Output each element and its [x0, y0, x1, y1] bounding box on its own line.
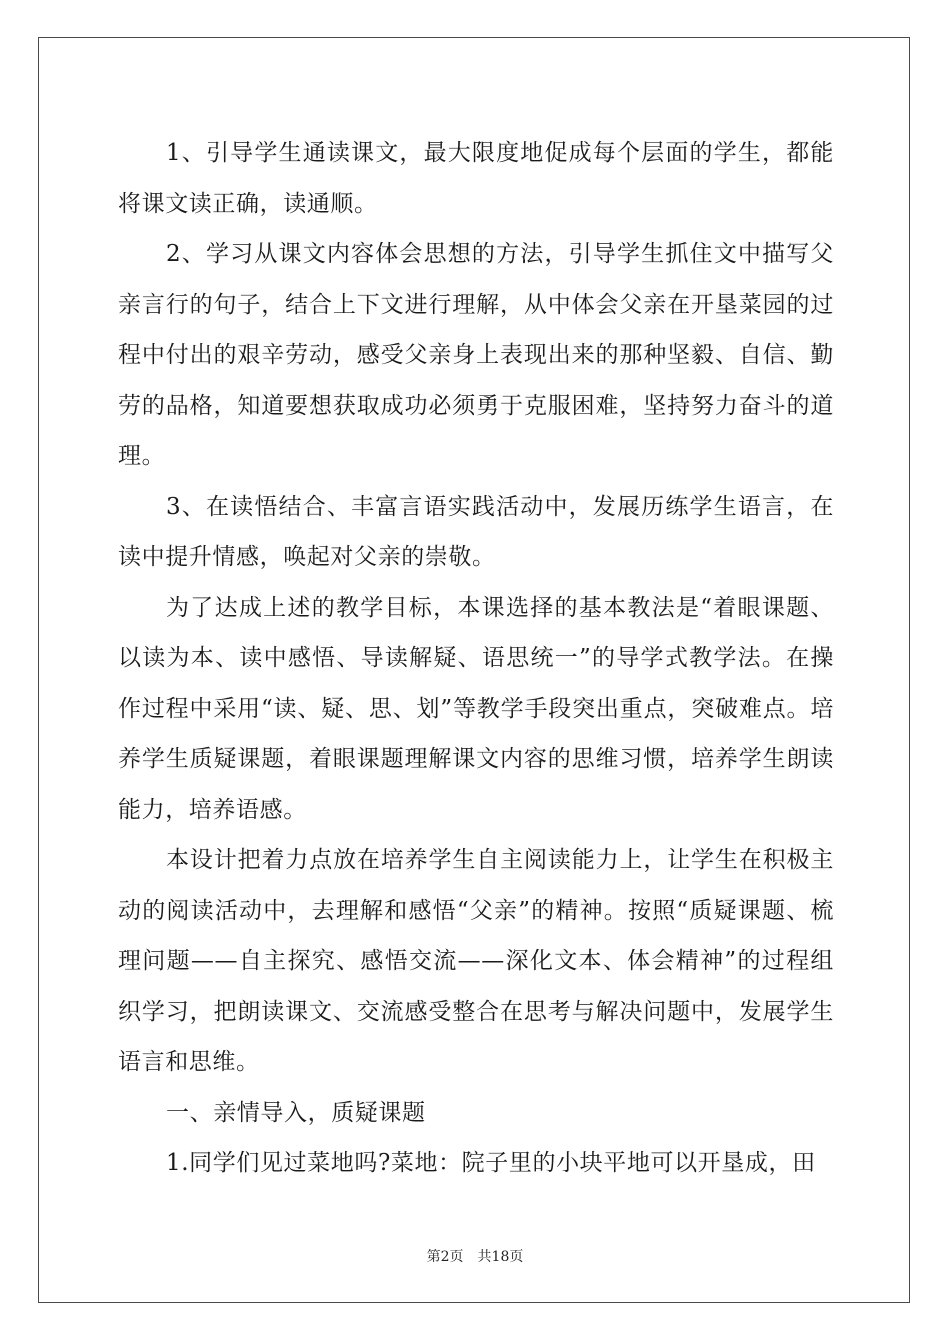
paragraph-design-focus: 本设计把着力点放在培养学生自主阅读能力上，让学生在积极主动的阅读活动中，去理解和感悟“父亲”的精神。按照“质疑课题、梳理问题——自主探究、感悟交流——深化文本、体会精神”的过程组织学习，把朗读课文、交流感受整合在思考与解决问题中，发展学生语言和思维。 — [118, 847, 834, 1075]
paragraph-goal-2: 2、学习从课文内容体会思想的方法，引导学生抓住文中描写父亲言行的句子，结合上下文进行理解，从中体会父亲在开垦菜园的过程中付出的艰辛劳动，感受父亲身上表现出来的那种坚毅、自信、勤劳的品格，知道要想获取成功必须勇于克服困难，坚持努力奋斗的道理。 — [118, 241, 834, 469]
paragraph-teaching-method: 为了达成上述的教学目标，本课选择的基本教法是“着眼课题、以读为本、读中感悟、导读解疑、语思统一”的导学式教学法。在操作过程中采用“读、疑、思、划”等教学手段突出重点，突破难点。培养学生质疑课题，着眼课题理解课文内容的思维习惯，培养学生朗读能力，培养语感。 — [118, 594, 834, 823]
document-body — [118, 128, 834, 1189]
page-total: 共18页 — [477, 1249, 524, 1265]
page-footer — [0, 1246, 950, 1266]
section-heading-intro: 一、亲情导入，质疑课题 — [166, 1099, 426, 1126]
paragraph-goal-1: 1、引导学生通读课文，最大限度地促成每个层面的学生，都能将课文读正确，读通顺。 — [118, 140, 834, 217]
page-number: 第2页 — [426, 1249, 464, 1265]
paragraph-question-1: 1.同学们见过菜地吗?菜地：院子里的小块平地可以开垦成，田 — [166, 1150, 816, 1176]
paragraph-goal-3: 3、在读悟结合、丰富言语实践活动中，发展历练学生语言，在读中提升情感，唤起对父亲的崇敬。 — [118, 493, 834, 570]
